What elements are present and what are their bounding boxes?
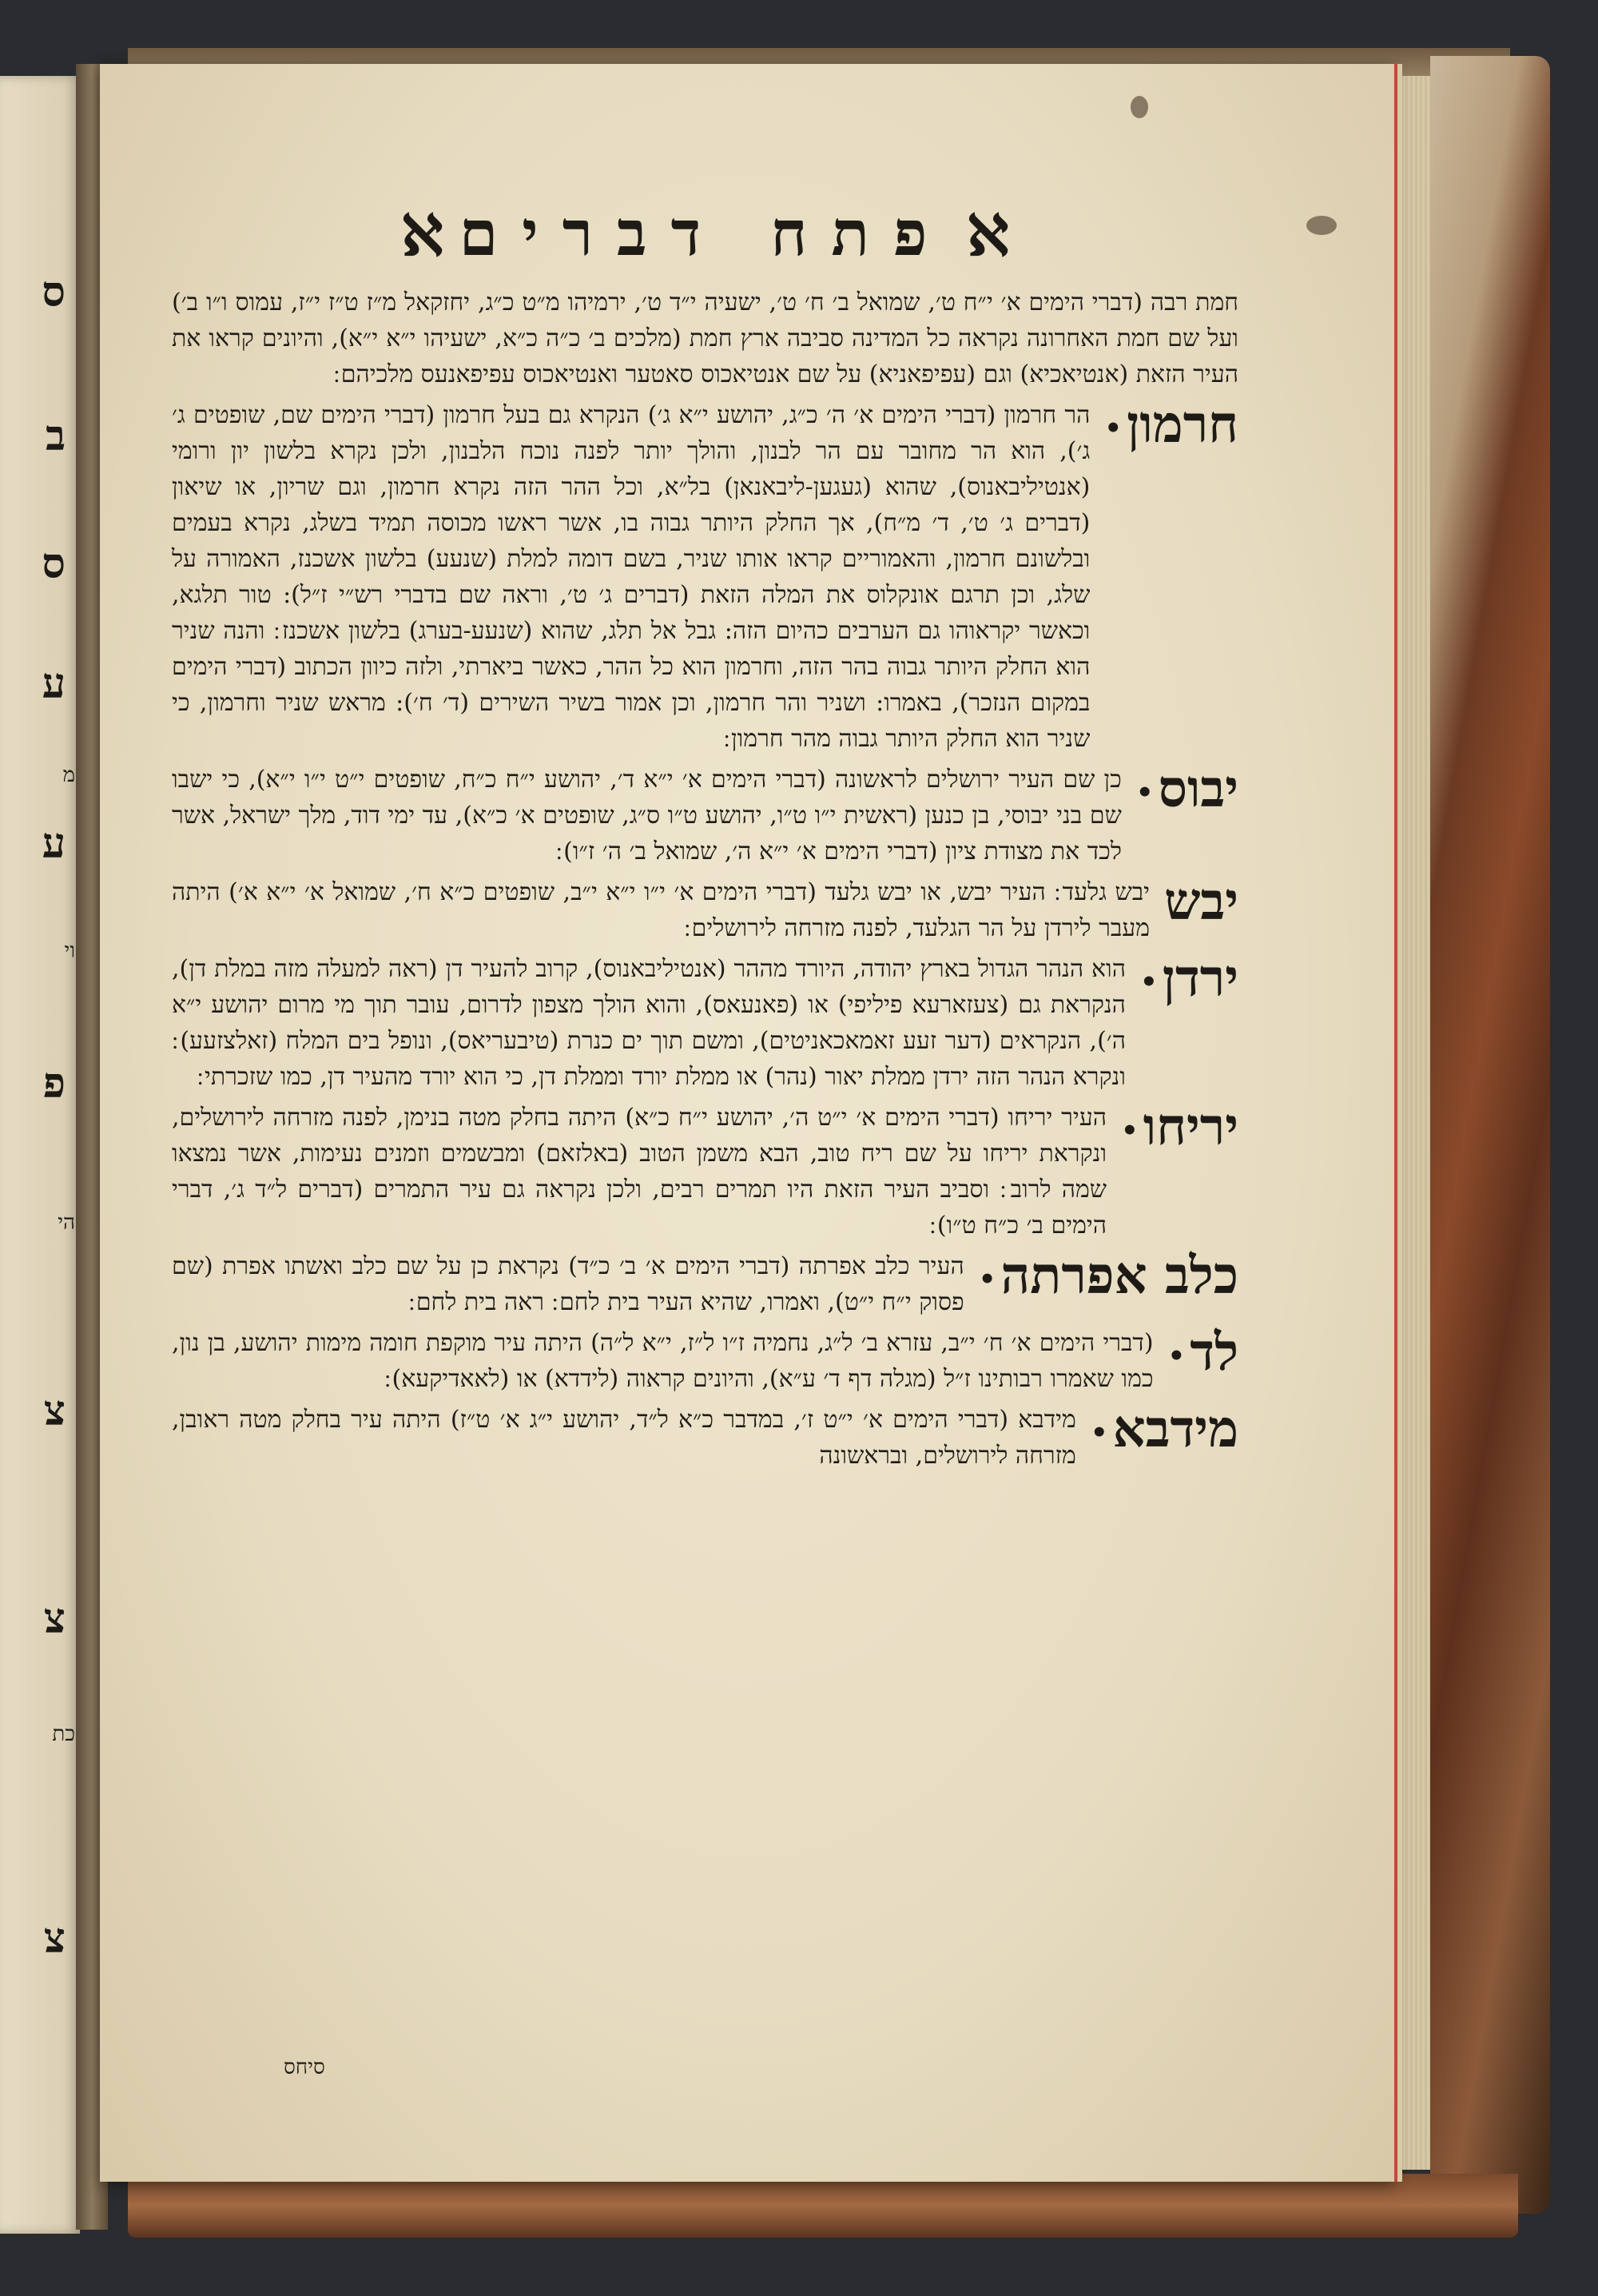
- entry-headword: חרמון•: [1104, 394, 1238, 455]
- left-page-glyph: צ: [43, 1387, 66, 1435]
- entry-meidva: [172, 1399, 1238, 1474]
- left-page-glyph: פ: [42, 1059, 66, 1108]
- left-page-glyph: הי: [58, 1211, 75, 1235]
- entry-lod: [172, 1322, 1238, 1397]
- page-edges: [1398, 76, 1430, 2170]
- foxing-spot: [1131, 96, 1148, 118]
- entry-yarden: [172, 948, 1238, 1095]
- left-page-glyph: צ: [43, 1594, 66, 1643]
- entry-headword: יבוס•: [1135, 758, 1238, 819]
- left-page-glyph: כת: [52, 1722, 75, 1746]
- entry-headword: מידבא•: [1090, 1399, 1238, 1459]
- page-title-text: פתח דברים: [459, 197, 952, 270]
- entry-text: כן שם העיר ירושלים לראשונה (דברי הימים א׳ י״א ד׳, יהושע י״ח כ״ח, שופטים י״ט י״ו י״א), כי ישבו שם בני יבוסי, בן כנען (ראשית י״ו ט״ו, יהושע ט״ו ס״ג, שופטים א׳ כ״א), עד ימי דוד, מלך ישראל, אשר לכד את מצודת ציון (דברי הימים א׳ י״א ה׳, שמואל ב׳ ה׳ ז״ו) ׃: [172, 765, 1122, 865]
- entry-headword: ירדן•: [1139, 948, 1238, 1009]
- left-page: [0, 76, 80, 2234]
- entry-yavesh: [172, 871, 1238, 946]
- left-page-glyph: ב: [45, 412, 66, 460]
- left-page-glyph: צ: [43, 1914, 66, 1963]
- entry-text: העיר כלב אפרתה (דברי הימים א׳ ב׳ כ״ד) נקראת כן על שם כלב ואשתו אפרת (שם פסוק י״ח י״ט), ואמרו, שהיא העיר בית לחם ׃ ראה בית לחם ׃: [172, 1251, 964, 1316]
- foxing-spot: [1306, 216, 1337, 235]
- entry-text: העיר יריחו (דברי הימים א׳ י״ט ה׳, יהושע י״ח כ״א) היתה בחלק מטה בנימן, לפנה מזרחה לירושלים, ונקראת יריחו על שם ריח טוב, הבא משמן הטוב (באלזאם) ומבשמים וזמנים נעימות, אשר נמצאו שמה לרוב ׃ וסביב העיר הזאת היו תמרים רבים, ולכן נקראה גם עיר התמרים (דברים ל״ד ג׳, דברי הימים ב׳ כ״ח ט״ו) ׃: [172, 1103, 1107, 1240]
- entry-text: הוא הנהר הגדול בארץ יהודה, היורד מההר (אנטיליבאנוס), קרוב להעיר דן (ראה למעלה מזה במלת דן), הנקראת גם (צעזארעא פיליפי) או (פאנעאס), והוא הולך מצפון לדרום, עובר תוך מי מרום יהושע י״א ה׳), הנקראים (דער זעע זאמאכאניטים), ומשם תוך ים כנרת (טיבעריאס), ונופל בים המלח (זאלצזעע) ׃ ונקרא הנהר הזה ירדן ממלת יאור (נהר) או ממלת יורד וממלת דן, כי הוא יורד מהעיר דן, כמו שזכרתי ׃: [172, 954, 1126, 1091]
- entry-headword: לד•: [1167, 1322, 1238, 1383]
- entry-kalev-efrata: [172, 1245, 1238, 1320]
- left-page-glyph: ס: [42, 268, 66, 316]
- book-cover-right: [1430, 56, 1550, 2214]
- catchword: סיחס: [284, 2055, 325, 2079]
- title-ornament-right: ℵ: [967, 202, 1009, 269]
- entry-headword: יבש: [1164, 871, 1238, 932]
- intro-paragraph: חמת רבה (דברי הימים א׳ י״ח ט׳, שמואל ב׳ ח׳ ט׳, ישעיה י״ד ט׳, ירמיהו מ״ט כ״ג, יחזקאל מ״ז ט״ז י״ז, עמוס ו״ו ב׳) ועל שם חמת האחרונה נקראה כל המדינה סביבה ארץ חמת (מלכים ב׳ כ״ה כ״א, ישעיהו י״א י״א), והיונים קראו את העיר הזאת (אנטיאכיא) וגם (עפיפאניא) על שם אנטיאכוס סאטער ואנטיאכוס עפיפאנעס מלכיהם ׃: [172, 288, 1238, 388]
- entry-hermon: [172, 394, 1238, 757]
- book-cover-bottom: [128, 2174, 1518, 2238]
- entry-text: (דברי הימים א׳ ח׳ י״ב, עזרא ב׳ ל״ג, נחמיה ז״ו ל״ז, י״א ל״ה) היתה עיר מוקפת חומה מימות יהושע, בן נון, כמו שאמרו רבותינו ז״ל (מגלה דף ד׳ ע״א), והיונים קראוה (לידדא) או (לאאדיקעא) ׃: [172, 1328, 1154, 1393]
- left-page-glyph: ע: [42, 819, 66, 868]
- entry-text: מידבא (דברי הימים א׳ י״ט ז׳, במדבר כ״א ל״ד, יהושע י״ג א׳ ט״ז) היתה עיר בחלק מטה ראובן, מזרחה לירושלים, ובראשונה: [172, 1405, 1076, 1470]
- left-page-glyph: ע: [42, 659, 66, 708]
- left-page-glyph: מ: [62, 763, 75, 787]
- entry-text: הר חרמון (דברי הימים א׳ ה׳ כ״ג, יהושע י״א ג׳) הנקרא גם בעל חרמון (דברי הימים שם, שופטים ג׳ ג׳), הוא הר מחובר עם הר לבנון, והולך יותר לפנה נוכח הלבנון, ולכן נקרא בלשון יון ורומי (אנטיליבאנוס), שהוא (געגען-ליבאנאן) בל״א, וכל ההר הזה נקרא חרמון, וגם שריון, או שיאון (דברים ג׳ ט׳, ד׳ מ״ח), אך החלק היותר גבוה בו, אשר ראשו מכוסה תמיד בשלג, נקרא בעמים ובלשונם חרמון, והאמוריים קראו אותו שניר, בשם דומה למלת (שנעע) בלשון אשכנז, האמורה על שלג, וכן תרגם אונקלוס את המלה הזאת (דברים ג׳ ט׳, וראה שם בדברי רש״י ז״ל): טור תלגא, וכאשר יקראוהו גם הערבים כהיום הזה: גבל אל תלג, שהוא (שנעע-בערג) בלשון אשכנז ׃ והנה שניר הוא החלק היותר גבוה בהר הזה, וחרמון הוא כל ההר, כאשר ביארתי, ולזה כיוון הכתוב (דברי הימים במקום הנזכר), באמרו: ושניר והר חרמון, וכן אמור בשיר השירים (ד׳ ח׳): מראש שניר וחרמון, כי שניר הוא החלק היותר גבוה מהר חרמון ׃: [172, 400, 1091, 753]
- left-page-glyph: וי: [64, 939, 75, 963]
- entry-yevus: [172, 758, 1238, 869]
- title-ornament-left: ℵ: [401, 202, 443, 269]
- entry-headword: יריחו•: [1121, 1096, 1238, 1157]
- entry-yericho: [172, 1096, 1238, 1244]
- entry-text: יבש גלעד ׃ העיר יבש, או יבש גלעד (דברי הימים א׳ י״ו י״א י״ב, שופטים כ״א ח׳, שמואל א׳ י״א א׳) היתה מעבר לירדן על הר הגלעד, לפנה מזרחה לירושלים ׃: [172, 877, 1151, 942]
- page-title: [172, 197, 1238, 270]
- page-text: [172, 197, 1238, 1478]
- entry-headword: כלב אפרתה•: [978, 1245, 1238, 1306]
- left-page-glyph: ס: [42, 539, 66, 588]
